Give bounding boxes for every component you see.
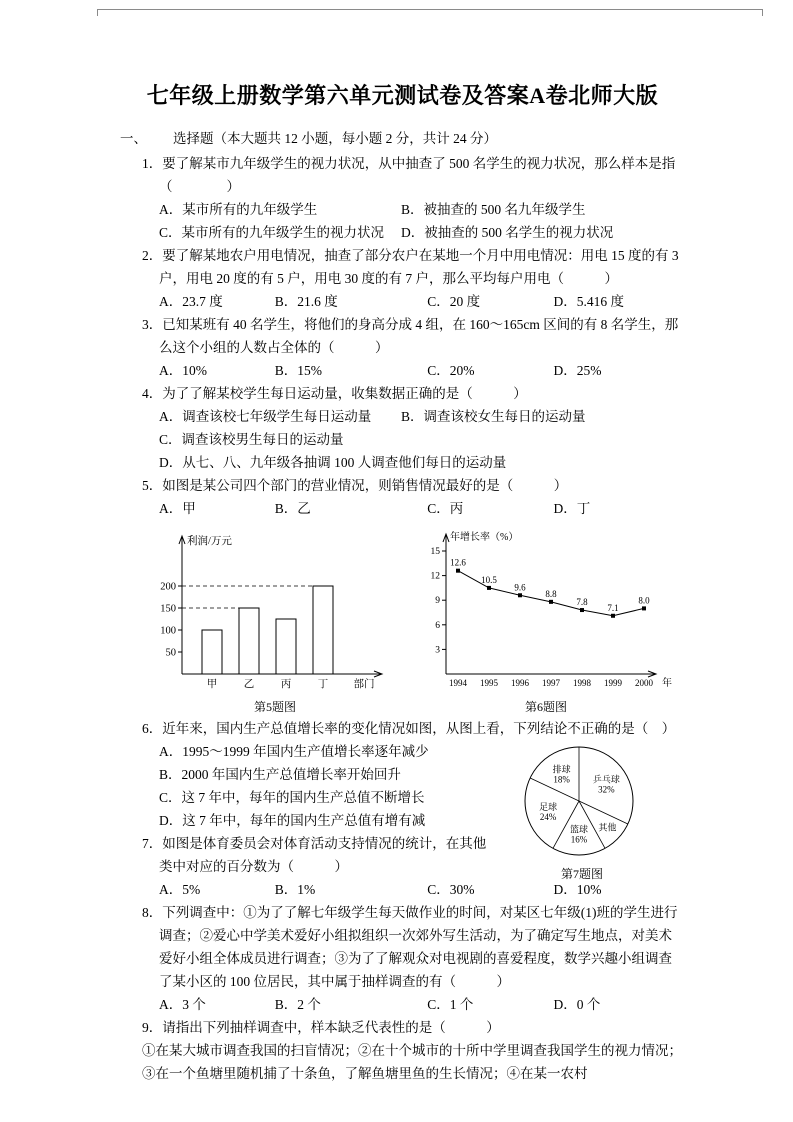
bar-甲	[202, 630, 222, 674]
option-b: B．15%	[274, 363, 322, 378]
slice-name-label: 篮球	[569, 824, 589, 835]
crop-mark-left	[97, 9, 98, 16]
option-a: A．某市所有的九年级学生	[159, 202, 318, 217]
slice-name-label: 乒乓球	[592, 774, 620, 785]
page-title: 七年级上册数学第六单元测试卷及答案A卷北师大版	[146, 83, 659, 108]
pie-chart-figure	[507, 739, 657, 882]
x-tick-label: 1994	[449, 678, 467, 688]
option-c: C．丙	[427, 501, 464, 516]
bar-chart-figure	[150, 524, 400, 715]
option-c: C．30%	[427, 882, 475, 897]
x-tick-label: 乙	[243, 679, 255, 690]
y-tick-label: 15	[430, 547, 440, 557]
q6-q7-block	[142, 717, 685, 901]
point-value-label: 8.0	[638, 595, 650, 606]
y-tick-label: 50	[165, 647, 176, 659]
slice-pct-label: 16%	[570, 834, 588, 845]
section-number: 一、	[120, 131, 147, 146]
option-c: C．20%	[427, 363, 475, 378]
page-top-rule	[97, 9, 763, 10]
option-d: D．25%	[553, 363, 602, 378]
line-chart-figure	[412, 524, 680, 715]
crop-mark-right	[762, 9, 763, 16]
question-4-stem: 4．为了了解某校学生每日运动量，收集数据正确的是（ ）	[142, 386, 527, 401]
point-value-label: 10.5	[481, 574, 497, 585]
section-header	[120, 127, 685, 150]
option-d: D．0 个	[553, 997, 601, 1012]
profit-bar-chart	[150, 524, 400, 692]
question-2	[142, 244, 685, 313]
question-2-options-row	[142, 290, 685, 313]
bar-y-axis-title: 利润/万元	[187, 536, 232, 547]
option-c: C．某市所有的九年级学生的视力状况	[159, 225, 385, 240]
slice-name-label: 足球	[539, 802, 558, 813]
question-8-stem: 8．下列调查中：①为了了解七年级学生每天做作业的时间，对某区七年级(1)班的学生进行调查；②爱心中学美术爱好小组拟组织一次郊外写生活动，为了确定写生地点，对美术爱好小组全体成员进行调查；③为了了解观众对电视剧的喜爱程度，数学兴趣小组调查了某小区的 100 位居民，其中属于抽样调查的有（ ）	[142, 905, 678, 989]
option-d: D．从七、八、九年级各抽调 100 人调查他们每日的运动量	[159, 455, 507, 470]
slice-name-label: 排球	[552, 764, 571, 775]
x-tick-label: 1999	[604, 678, 622, 688]
section-title: 选择题（本大题共 12 小题，每小题 2 分，共计 24 分）	[173, 131, 497, 146]
question-5-stem: 5．如图是某公司四个部门的营业情况，则销售情况最好的是（ ）	[142, 478, 568, 493]
pie-chart-caption: 第7题图	[560, 867, 603, 881]
question-1-options-row-1	[142, 198, 685, 221]
question-4	[142, 382, 685, 474]
question-5	[142, 474, 685, 520]
data-point	[518, 593, 522, 597]
option-d: D．被抽查的 500 名学生的视力状况	[400, 225, 614, 240]
point-value-label: 7.8	[576, 597, 588, 608]
option-c: C．调查该校男生每日的运动量	[159, 432, 344, 447]
slice-pct-label: 18%	[553, 774, 570, 785]
data-point	[487, 586, 491, 590]
question-2-stem: 2．要了解某地农户用电情况，抽查了部分农户在某地一个月中用电情况：用电 15 度的有 3 户，用电 20 度的有 5 户，用电 30 度的有 7 户，那么平均每户用电（ ）	[142, 248, 679, 286]
point-value-label: 8.8	[545, 588, 557, 599]
question-1-options-row-2	[142, 221, 685, 244]
x-tick-label: 丁	[317, 679, 329, 690]
data-point	[549, 600, 553, 604]
data-point	[611, 614, 615, 618]
option-d: D．5.416 度	[553, 294, 624, 309]
data-point	[642, 606, 646, 610]
option-a: A．10%	[159, 363, 207, 378]
y-tick-label: 9	[435, 596, 440, 607]
data-point	[456, 569, 460, 573]
bar-丁	[313, 586, 333, 674]
option-b: B．调查该校女生每日的运动量	[400, 409, 586, 424]
option-d: D．这 7 年中，每年的国内生产总值有增有减	[159, 813, 426, 828]
x-tick-label: 1998	[573, 678, 591, 688]
y-tick-label: 3	[435, 645, 440, 656]
option-b: B．1%	[274, 882, 316, 897]
option-c: C．1 个	[427, 997, 474, 1012]
slice-pct-label: 32%	[598, 784, 615, 795]
option-b: B．2000 年国内生产总值增长率开始回升	[159, 767, 401, 782]
question-3	[142, 313, 685, 382]
question-9-items: ①在某大城市调查我国的扫盲情况；②在十个城市的十所中学里调查我国学生的视力情况；③在一个鱼塘里随机捕了十条鱼，了解鱼塘里鱼的生长情况；④在某一农村	[142, 1043, 682, 1081]
q5-q6-figures	[150, 524, 685, 715]
point-value-label: 7.1	[607, 602, 619, 613]
question-9	[142, 1016, 685, 1085]
point-value-label: 9.6	[514, 582, 526, 593]
option-a: A．调查该校七年级学生每日运动量	[159, 409, 372, 424]
bar-乙	[239, 608, 259, 674]
option-b: B．乙	[274, 501, 311, 516]
question-8-options-row	[142, 993, 685, 1016]
question-4-options-row-1	[142, 405, 685, 428]
point-value-label: 12.6	[450, 557, 466, 568]
x-tick-label: 丙	[280, 679, 292, 690]
data-point	[580, 608, 584, 612]
option-d: D．丁	[553, 501, 591, 516]
question-list	[142, 152, 685, 1085]
option-d: D．10%	[553, 882, 602, 897]
question-8	[142, 901, 685, 1016]
option-c: C．这 7 年中，每年的国内生产总值不断增长	[159, 790, 425, 805]
option-a: A．23.7 度	[159, 294, 223, 309]
x-tick-label: 2000	[635, 678, 653, 688]
line-x-axis-title: 年	[662, 678, 672, 689]
option-a: A．1995～1999 年国内生产值增长率逐年减少	[159, 744, 429, 759]
slice-pct-label: 24%	[539, 812, 557, 823]
line-y-axis-title: 年增长率（%）	[450, 532, 519, 543]
x-tick-label: 1997	[542, 678, 560, 688]
option-a: A．甲	[159, 501, 196, 516]
option-a: A．5%	[159, 882, 201, 897]
sports-pie-chart	[507, 739, 657, 859]
question-3-options-row	[142, 359, 685, 382]
x-tick-label: 1996	[511, 678, 529, 688]
bar-x-axis-title: 部门	[353, 679, 375, 690]
question-6-stem: 6．近年来，国内生产总值增长率的变化情况如图，从图上看，下列结论不正确的是（ ）	[142, 721, 676, 736]
option-b: B．21.6 度	[274, 294, 338, 309]
bar-丙	[276, 619, 296, 674]
question-3-stem: 3．已知某班有 40 名学生，将他们的身高分成 4 组，在 160～165cm 区间的有 8 名学生，那么这个小组的人数占全体的（ ）	[142, 317, 679, 355]
question-1-stem: 1．要了解某市九年级学生的视力状况，从中抽查了 500 名学生的视力状况，那么样本是指（ ）	[142, 156, 676, 194]
option-c: C．20 度	[427, 294, 481, 309]
x-tick-label: 甲	[206, 679, 218, 690]
y-tick-label: 100	[160, 625, 176, 637]
growth-rate-line-chart	[412, 524, 680, 692]
y-tick-label: 200	[160, 581, 176, 593]
option-a: A．3 个	[159, 997, 206, 1012]
bar-chart-caption: 第5题图	[253, 700, 296, 714]
option-b: B．被抽查的 500 名九年级学生	[400, 202, 586, 217]
y-tick-label: 6	[435, 620, 440, 631]
y-tick-label: 12	[430, 571, 440, 582]
question-1	[142, 152, 685, 244]
question-7-stem: 7．如图是体育委员会对体育活动支持情况的统计，在其他类中对应的百分数为（ ）	[142, 836, 487, 874]
y-tick-label: 150	[160, 603, 176, 615]
slice-name-label: 其他	[598, 822, 617, 833]
line-chart-caption: 第6题图	[524, 700, 567, 714]
x-tick-label: 1995	[480, 678, 498, 688]
option-b: B．2 个	[274, 997, 321, 1012]
question-5-options-row	[142, 497, 685, 520]
question-9-stem: 9．请指出下列抽样调查中，样本缺乏代表性的是（ ）	[142, 1020, 500, 1035]
